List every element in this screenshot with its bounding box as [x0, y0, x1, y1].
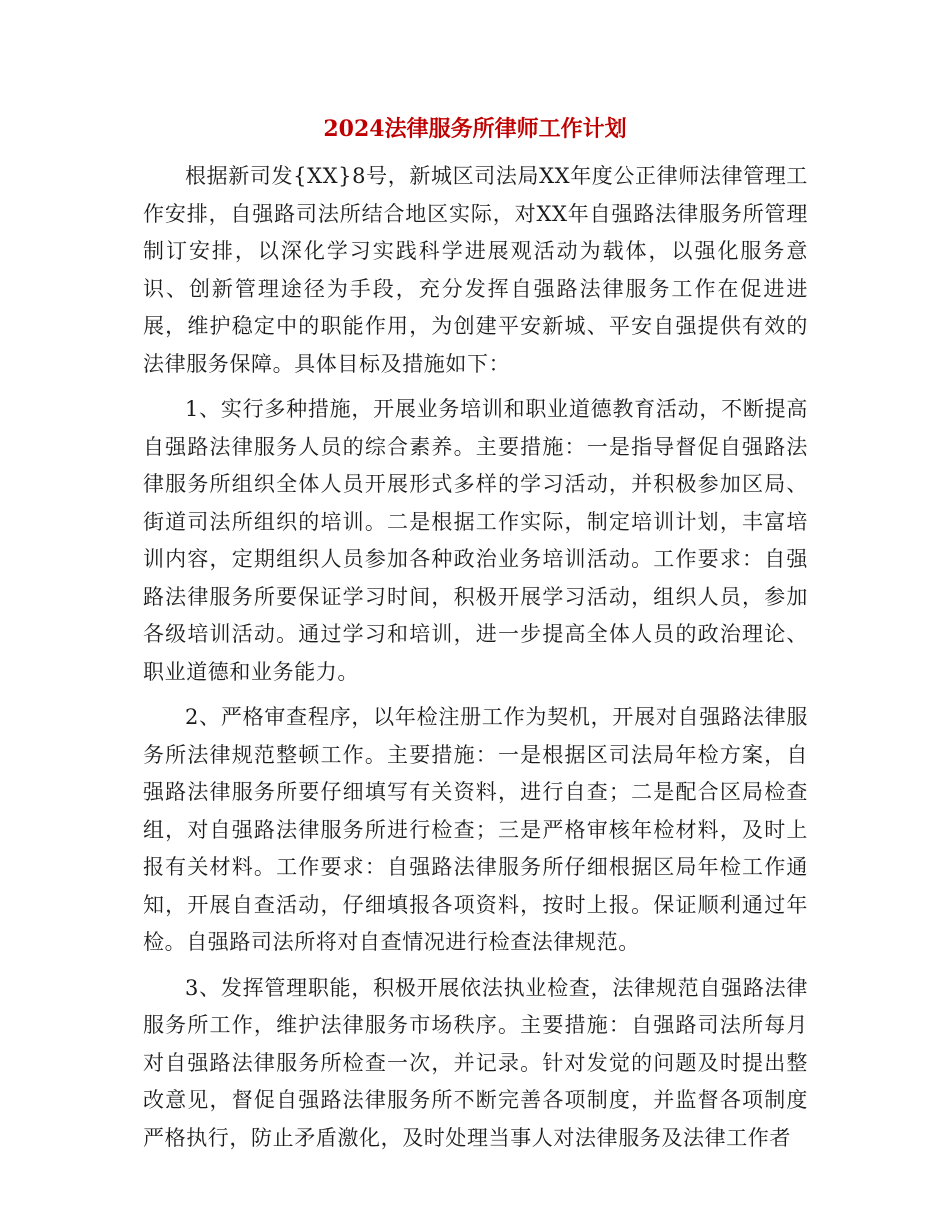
paragraph-item-1: 1、实行多种措施，开展业务培训和职业道德教育活动，不断提高自强路法律服务人员的综合素养。主要措施：一是指导督促自强路法律服务所组织全体人员开展形式多样的学习活动，并积极参加区局、街道司法所组织的培训。二是根据工作实际，制定培训计划，丰富培训内容，定期组织人员参加各种政治业务培训活动。工作要求：自强路法律服务所要保证学习时间，积极开展学习活动，组织人员，参加各级培训活动。通过学习和培训，进一步提高全体人员的政治理论、职业道德和业务能力。 [143, 397, 808, 684]
paragraph-item-2: 2、严格审查程序，以年检注册工作为契机，开展对自强路法律服务所法律规范整顿工作。主要措施：一是根据区司法局年检方案，自强路法律服务所要仔细填写有关资料，进行自查；二是配合区局检查组，对自强路法律服务所进行检查；三是严格审核年检材料，及时上报有关材料。工作要求：自强路法律服务所仔细根据区局年检工作通知，开展自查活动，仔细填报各项资料，按时上报。保证顺利通过年检。自强路司法所将对自查情况进行检查法律规范。 [143, 705, 808, 954]
document-title: 2024法律服务所律师工作计划 [323, 116, 627, 142]
document-body [143, 158, 808, 1165]
paragraph-item-3: 3、发挥管理职能，积极开展依法执业检查，法律规范自强路法律服务所工作，维护法律服务市场秩序。主要措施：自强路司法所每月对自强路法律服务所检查一次，并记录。针对发觉的问题及时提出整改意见，督促自强路法律服务所不断完善各项制度，并监督各项制度严格执行，防止矛盾激化，及时处理当事人对法律服务及法律工作者 [143, 975, 808, 1150]
paragraph-intro: 根据新司发{XX}8号，新城区司法局XX年度公正律师法律管理工作安排，自强路司法所结合地区实际，对XX年自强路法律服务所管理制订安排，以深化学习实践科学进展观活动为载体，以强化服务意识、创新管理途径为手段，充分发挥自强路法律服务工作在促进进展，维护稳定中的职能作用，为创建平安新城、平安自强提供有效的法律服务保障。具体目标及措施如下： [143, 164, 808, 376]
